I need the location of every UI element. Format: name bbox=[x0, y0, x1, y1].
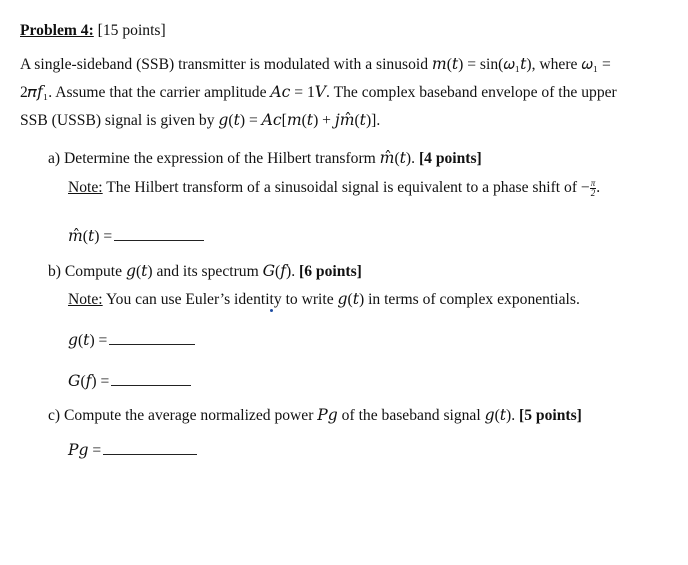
part-b-answer2-label: 𝐺(𝑓) = bbox=[68, 373, 110, 390]
part-b-text: b) Compute 𝑔(𝑡) and its spectrum 𝐺(𝑓). bbox=[48, 263, 300, 280]
problem-heading bbox=[20, 22, 166, 40]
part-a-note-end: . bbox=[596, 179, 601, 197]
part-a-answer-label: 𝑚̂(𝑡) = bbox=[68, 228, 113, 245]
part-b-note-label: Note: bbox=[68, 291, 103, 308]
part-a-question bbox=[48, 150, 482, 168]
part-c-answer bbox=[68, 440, 197, 460]
part-a-answer bbox=[68, 226, 204, 246]
part-a-points: [4 points] bbox=[418, 150, 482, 167]
part-a-note bbox=[68, 179, 600, 198]
part-a-answer-blank[interactable] bbox=[114, 226, 204, 241]
phase-fraction-denominator: 2 bbox=[590, 188, 596, 198]
part-c-answer-label: 𝑃𝑔 = bbox=[68, 442, 102, 459]
part-b-answer1-blank[interactable] bbox=[109, 330, 195, 345]
stray-dot-mark bbox=[270, 309, 273, 312]
statement-line-3: SSB (USSB) signal is given by 𝑔(𝑡) = 𝐴𝑐[𝑚(𝑡) + 𝑗𝑚̂(𝑡)]. bbox=[20, 112, 381, 129]
problem-label: Problem 4: bbox=[20, 22, 94, 39]
part-a-note-text: The Hilbert transform of a sinusoidal signal is equivalent to a phase shift of − bbox=[102, 179, 590, 197]
phase-fraction-numerator: π bbox=[590, 178, 596, 188]
part-a-note-label: Note: bbox=[68, 179, 103, 197]
part-b-note bbox=[68, 291, 580, 309]
part-c-question bbox=[48, 407, 582, 425]
statement-line-2: 2𝜋𝑓₁. Assume that the carrier amplitude 𝐴𝑐 = 1𝑉. The complex baseband envelope of the upper bbox=[20, 84, 617, 101]
part-b-answer-G bbox=[68, 371, 191, 391]
part-a-text: a) Determine the expression of the Hilbert transform 𝑚̂(𝑡). bbox=[48, 150, 419, 167]
part-b-answer1-label: 𝑔(𝑡) = bbox=[68, 332, 108, 349]
problem-points: [15 points] bbox=[93, 22, 166, 39]
part-c-answer-blank[interactable] bbox=[103, 440, 197, 455]
part-c-text: c) Compute the average normalized power 𝑃𝑔 of the baseband signal 𝑔(𝑡). bbox=[48, 407, 520, 424]
statement-line-1: A single-sideband (SSB) transmitter is modulated with a sinusoid 𝑚(𝑡) = sin(𝜔₁𝑡), where 𝜔₁ = bbox=[20, 56, 611, 73]
part-b-answer2-blank[interactable] bbox=[111, 371, 191, 386]
part-b-note-text: You can use Euler’s identity to write 𝑔(𝑡) in terms of complex exponentials. bbox=[102, 291, 580, 308]
part-c-points: [5 points] bbox=[519, 407, 582, 424]
part-b-answer-g bbox=[68, 330, 195, 350]
part-b-points: [6 points] bbox=[299, 263, 362, 280]
part-b-question bbox=[48, 263, 362, 281]
